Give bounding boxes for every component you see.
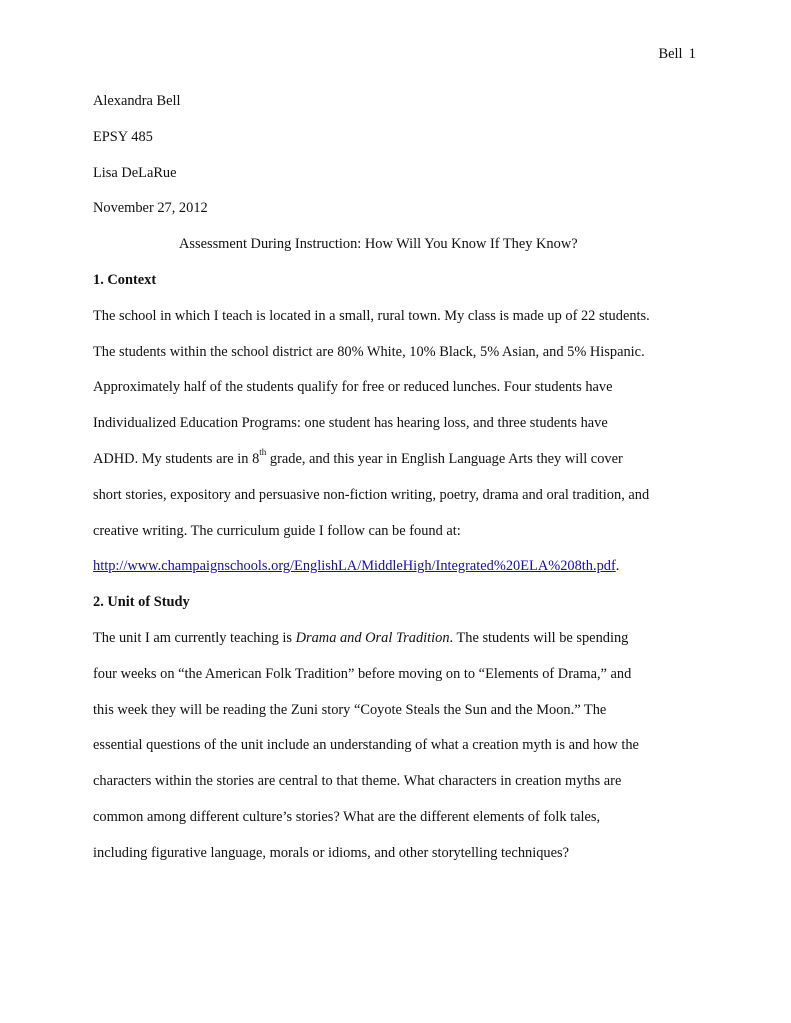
page-header (659, 46, 696, 63)
paragraph-line: common among different culture’s stories? What are the different elements of folk tales, (93, 808, 601, 825)
unit-title: Drama and Oral Tradition (295, 629, 450, 646)
link-period: . (615, 558, 620, 575)
document-date: November 27, 2012 (93, 200, 208, 217)
line-text: The unit I am currently teaching is (93, 629, 296, 646)
section-heading-unit-of-study: 2. Unit of Study (93, 594, 190, 611)
paragraph-line (93, 555, 703, 591)
paragraph-line: The students within the school district are 80% White, 10% Black, 5% Asian, and 5% Hispanic. (93, 343, 645, 360)
instructor-name: Lisa DeLaRue (93, 164, 177, 181)
paragraph-line: essential questions of the unit include an understanding of what a creation myth is and how the (93, 737, 639, 754)
student-name: Alexandra Bell (93, 93, 181, 109)
paragraph-line: Individualized Education Programs: one student has hearing loss, and three students have (93, 415, 608, 432)
document-body (93, 90, 703, 878)
paragraph-line (93, 627, 703, 663)
paragraph-line: four weeks on “the American Folk Tradition” before moving on to “Elements of Drama,” and (93, 665, 632, 682)
document-title: Assessment During Instruction: How Will You Know If They Know? (179, 236, 578, 253)
line-text: grade, and this year in English Language Arts they will cover (266, 450, 623, 467)
section-heading-context: 1. Context (93, 271, 157, 288)
paragraph-line: Approximately half of the students qualify for free or reduced lunches. Four students have (93, 379, 613, 396)
header-author: Bell (658, 46, 683, 62)
paragraph-line: characters within the stories are central to that theme. What characters in creation myths are (93, 773, 622, 790)
curriculum-guide-link[interactable]: http://www.champaignschools.org/EnglishLA/MiddleHigh/Integrated%20ELA%208th.pdf (93, 558, 616, 575)
paragraph-line (93, 448, 703, 484)
line-text: . The students will be spending (449, 629, 629, 646)
paragraph-line: The school in which I teach is located in a small, rural town. My class is made up of 22 students. (93, 307, 650, 324)
paragraph-line: creative writing. The curriculum guide I follow can be found at: (93, 522, 461, 539)
paragraph-line: this week they will be reading the Zuni story “Coyote Steals the Sun and the Moon.” The (93, 701, 607, 718)
line-text: ADHD. My students are in 8 (93, 450, 260, 467)
paragraph-line: including figurative language, morals or idioms, and other storytelling techniques? (93, 844, 569, 861)
page-number: 1 (688, 46, 696, 62)
course-code: EPSY 485 (93, 128, 153, 145)
ordinal-suffix: th (259, 447, 267, 458)
paragraph-line: short stories, expository and persuasive non-fiction writing, poetry, drama and oral tradition, and (93, 486, 650, 503)
